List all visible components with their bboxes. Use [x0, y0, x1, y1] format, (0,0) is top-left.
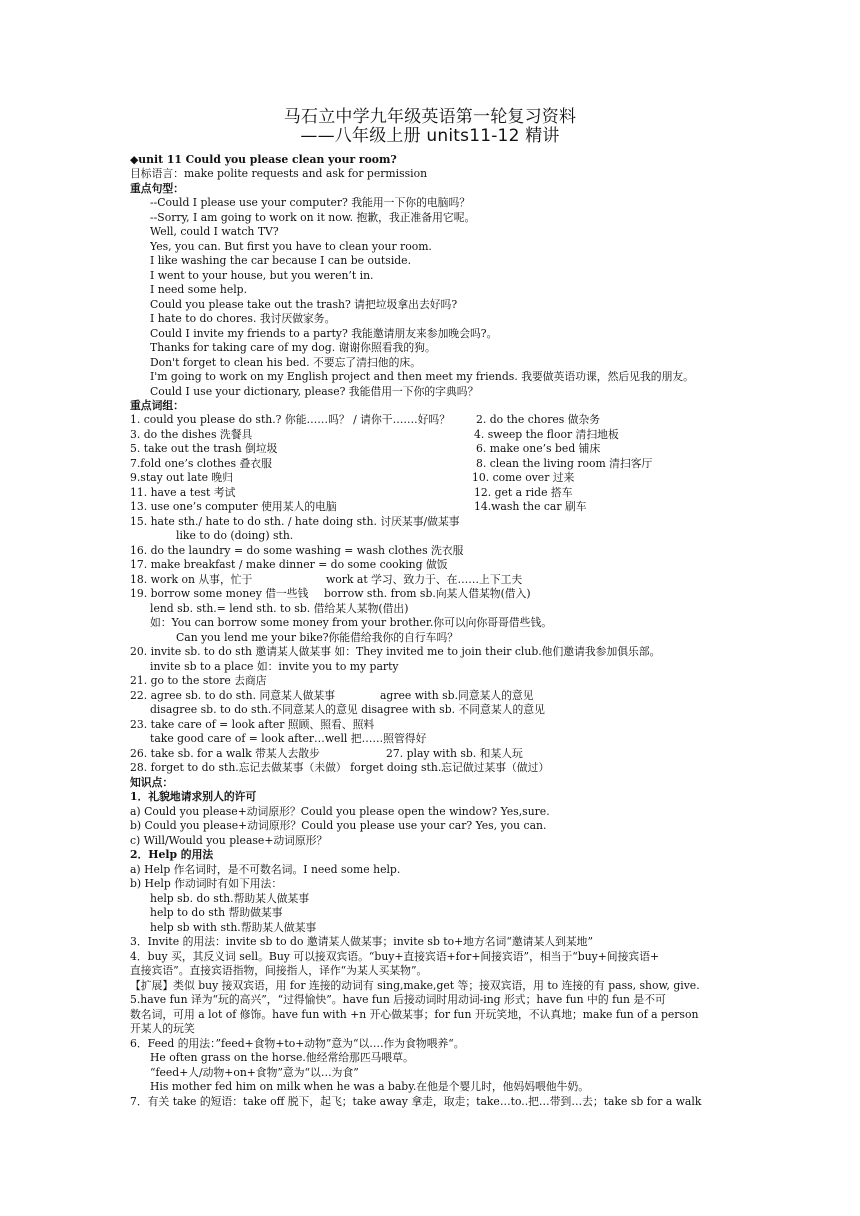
- phrase-right: 8. clean the living room 清扫客厅: [476, 457, 653, 470]
- unit-heading: ◆unit 11 Could you please clean your room?: [130, 153, 397, 166]
- point-line: His mother fed him on milk when he was a baby.在他是个婴儿时，他妈妈喂他牛奶。: [150, 1080, 590, 1093]
- section-heading-phrases: 重点词组：: [130, 399, 184, 412]
- point-line: a) Could you please+动词原形？Could you please open the window? Yes,sure.: [130, 805, 550, 818]
- point-line: 直接宾语”。直接宾语指物，间接指人，译作“为某人买某物”。: [130, 964, 428, 977]
- phrase-line: 1. could you please do sth.? 你能……吗？ / 请你干…….好吗？: [130, 413, 450, 426]
- point-heading: 1．礼貌地请求别人的许可: [130, 790, 257, 803]
- phrase-line: 23. take care of = look after 照顾、照看、照料: [130, 718, 375, 731]
- phrase-right: agree with sb.同意某人的意见: [380, 689, 534, 702]
- sentence-line: --Could I please use your computer? 我能用一下你的电脑吗？: [150, 196, 471, 209]
- phrase-line: 5. take out the trash 倒垃圾: [130, 442, 278, 455]
- point-line: 6．Feed 的用法：”feed+食物+to+动物”意为“以….作为食物喂养“。: [130, 1037, 465, 1050]
- phrase-right: work at 学习、致力于、在……上下工夫: [326, 573, 523, 586]
- phrase-right: 14.wash the car 刷车: [474, 500, 587, 513]
- phrase-line: 18. work on 从事，忙于: [130, 573, 253, 586]
- sentence-line: Thanks for taking care of my dog. 谢谢你照看我的狗。: [150, 341, 436, 354]
- sentence-line: Yes, you can. But first you have to clean your room.: [150, 240, 432, 253]
- phrase-line: take good care of = look after…well 把……照管得好: [150, 732, 427, 745]
- section-heading-sentences: 重点句型：: [130, 182, 184, 195]
- phrase-line: lend sb. sth.= lend sth. to sb. 借给某人某物(借出): [150, 602, 409, 615]
- phrase-line: 3. do the dishes 洗餐具: [130, 428, 253, 441]
- sentence-line: I went to your house, but you weren’t in.: [150, 269, 374, 282]
- point-line: help sb with sth.帮助某人做某事: [150, 921, 317, 934]
- phrase-right: 2. do the chores 做杂务: [476, 413, 601, 426]
- phrase-line: 28. forget to do sth.忘记去做某事（未做） forget doing sth.忘记做过某事（做过）: [130, 761, 550, 774]
- phrase-example: 如：You can borrow some money from your brother.你可以向你哥哥借些钱。: [150, 616, 553, 629]
- phrase-line: disagree sb. to do sth.不同意某人的意见 disagree with sb. 不同意某人的意见: [150, 703, 545, 716]
- sentence-line: I like washing the car because I can be outside.: [150, 254, 412, 267]
- point-line: a) Help 作名词时，是不可数名词。I need some help.: [130, 863, 401, 876]
- point-line: 7．有关 take 的短语：take off 脱下，起飞；take away 拿走，取走；take…to..把…带到…去；take sb for a walk: [130, 1095, 702, 1108]
- phrase-line: 9.stay out late 晚归: [130, 471, 234, 484]
- sentence-line: I need some help.: [150, 283, 248, 296]
- point-line: 数名词，可用 a lot of 修饰。have fun with +n 开心做某事；for fun 开玩笑地，不认真地；make fun of a person: [130, 1008, 699, 1021]
- sentence-line: Don't forget to clean his bed. 不要忘了清扫他的床。: [150, 356, 421, 369]
- section-heading-points: 知识点：: [130, 776, 174, 789]
- sentence-line: --Sorry, I am going to work on it now. 抱歉，我正准备用它呢。: [150, 211, 476, 224]
- phrase-line: 13. use one’s computer 使用某人的电脑: [130, 500, 337, 513]
- point-line: He often grass on the horse.他经常给那匹马喂草。: [150, 1051, 414, 1064]
- phrase-right: 6. make one’s bed 铺床: [476, 442, 601, 455]
- sentence-line: I'm going to work on my English project and then meet my friends. 我要做英语功课，然后见我的朋友。: [150, 370, 694, 383]
- sentence-line: Well, could I watch TV?: [150, 225, 279, 238]
- phrase-line: 26. take sb. for a walk 带某人去散步: [130, 747, 320, 760]
- phrase-line: 20. invite sb. to do sth 邀请某人做某事 如：They invited me to join their club.他们邀请我参加俱乐部。: [130, 645, 661, 658]
- sentence-line: Could I use your dictionary, please? 我能借用一下你的字典吗？: [150, 385, 479, 398]
- point-line: c) Will/Would you please+动词原形？: [130, 834, 328, 847]
- point-line: “feed+人/动物+on+食物”意为“以…为食”: [150, 1066, 359, 1079]
- phrase-line: 17. make breakfast / make dinner = do some cooking 做饭: [130, 558, 448, 571]
- point-line: help sb. do sth.帮助某人做某事: [150, 892, 310, 905]
- phrase-line: like to do (doing) sth.: [176, 529, 294, 542]
- doc-title: 马石立中学九年级英语第一轮复习资料: [283, 107, 577, 127]
- point-line: 【扩展】类似 buy 接双宾语，用 for 连接的动词有 sing,make,get 等；接双宾语，用 to 连接的有 pass, show, give.: [130, 979, 700, 992]
- point-line: help to do sth 帮助做某事: [150, 906, 283, 919]
- phrase-line: 15. hate sth./ hate to do sth. / hate doing sth. 讨厌某事/做某事: [130, 515, 460, 528]
- sentence-line: I hate to do chores. 我讨厌做家务。: [150, 312, 336, 325]
- target-language: 目标语言：make polite requests and ask for permission: [130, 167, 428, 180]
- point-line: 4．buy 买，其反义词 sell。Buy 可以接双宾语。“buy+直接宾语+for+间接宾语”，相当于“buy+间接宾语+: [130, 950, 660, 963]
- doc-subtitle: ——八年级上册 units11-12 精讲: [300, 126, 560, 146]
- phrase-right: 27. play with sb. 和某人玩: [386, 747, 523, 760]
- phrase-right: 4. sweep the floor 清扫地板: [474, 428, 619, 441]
- point-heading: 2．Help 的用法: [130, 848, 214, 861]
- point-line: 开某人的玩笑: [130, 1022, 195, 1035]
- point-line: 3．Invite 的用法：invite sb to do 邀请某人做某事；invite sb to+地方名词“邀请某人到某地”: [130, 935, 593, 948]
- phrase-right: 10. come over 过来: [472, 471, 575, 484]
- phrase-example: Can you lend me your bike?你能借给我你的自行车吗？: [176, 631, 459, 644]
- phrase-line: 19. borrow some money 借一些钱: [130, 587, 309, 600]
- phrase-line: 7.fold one’s clothes 叠衣服: [130, 457, 272, 470]
- phrase-line: 11. have a test 考试: [130, 486, 236, 499]
- phrase-line: 21. go to the store 去商店: [130, 674, 267, 687]
- phrase-line: invite sb to a place 如：invite you to my party: [150, 660, 399, 673]
- point-line: b) Could you please+动词原形？Could you please use your car? Yes, you can.: [130, 819, 547, 832]
- phrase-line: 16. do the laundry = do some washing = wash clothes 洗衣服: [130, 544, 464, 557]
- phrase-right: 12. get a ride 搭车: [474, 486, 573, 499]
- point-line: b) Help 作动词时有如下用法：: [130, 877, 283, 890]
- sentence-line: Could I invite my friends to a party? 我能邀请朋友来参加晚会吗?。: [150, 327, 498, 340]
- phrase-line: 22. agree sb. to do sth. 同意某人做某事: [130, 689, 336, 702]
- point-line: 5.have fun 译为“玩的高兴”，“过得愉快”。have fun 后接动词时用动词-ing 形式；have fun 中的 fun 是不可: [130, 993, 666, 1006]
- phrase-right: borrow sth. from sb.向某人借某物(借入): [324, 587, 531, 600]
- sentence-line: Could you please take out the trash? 请把垃圾拿出去好吗?: [150, 298, 458, 311]
